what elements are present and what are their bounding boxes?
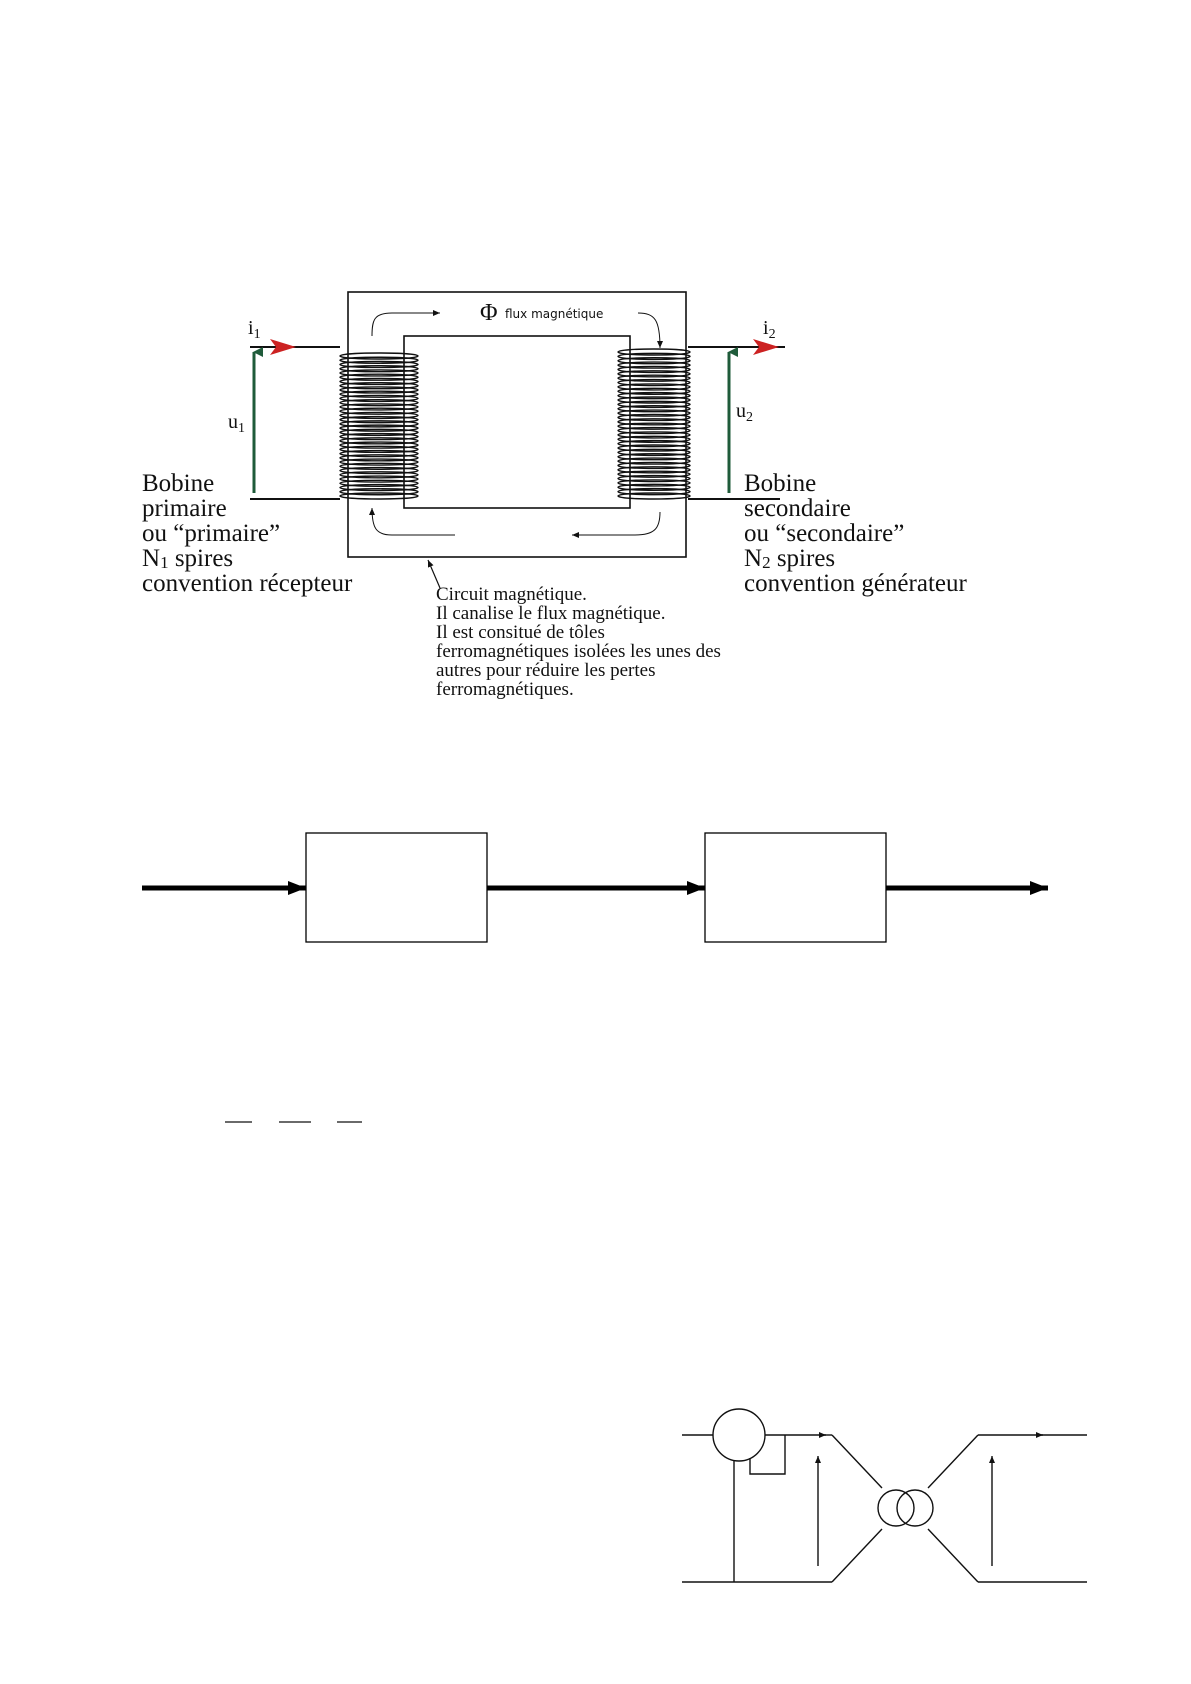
primary-line-3: ou “primaire” bbox=[142, 520, 281, 547]
schem-diag-tr bbox=[928, 1435, 978, 1488]
core-note-line-2: Il canalise le flux magnétique. bbox=[436, 603, 666, 624]
block-1 bbox=[306, 833, 487, 942]
primary-line-4: N1 spires bbox=[142, 545, 234, 572]
u2-label: $u_2$ bbox=[736, 400, 753, 425]
core-note-line-3: Il est consitué de tôles bbox=[436, 622, 605, 643]
secondary-caption bbox=[744, 470, 967, 597]
schem-diag-bl bbox=[832, 1529, 882, 1582]
secondary-line-2: secondaire bbox=[744, 495, 851, 522]
primary-line-5: convention récepteur bbox=[142, 570, 353, 597]
schem-diag-tl bbox=[832, 1435, 882, 1488]
core-note bbox=[436, 584, 721, 700]
i2-label: $i_2$ bbox=[763, 317, 776, 342]
i1-label: $i_1$ bbox=[248, 317, 261, 342]
flux-arrow-bottom-left bbox=[372, 508, 455, 535]
magnetic-core-window bbox=[404, 336, 630, 508]
primary-coil-winding bbox=[340, 493, 418, 499]
transformer-symbol-coil-2 bbox=[897, 1490, 933, 1526]
u1-label: $u_1$ bbox=[228, 411, 245, 436]
ammeter-circle bbox=[713, 1409, 765, 1461]
secondary-line-5: convention générateur bbox=[744, 570, 967, 597]
transformer-symbol-coil-1 bbox=[878, 1490, 914, 1526]
primary-line-2: primaire bbox=[142, 495, 227, 522]
flux-arrow-top-right bbox=[638, 313, 660, 348]
primary-line-1: Bobine bbox=[142, 470, 215, 497]
energy-block-diagram bbox=[142, 833, 1048, 942]
secondary-line-4: N2 spires bbox=[744, 545, 836, 572]
block-2 bbox=[705, 833, 886, 942]
core-note-line-5: autres pour réduire les pertes bbox=[436, 660, 656, 681]
secondary-line-1: Bobine bbox=[744, 470, 817, 497]
primary-coil bbox=[340, 353, 418, 499]
schem-diag-br bbox=[928, 1529, 978, 1582]
core-note-line-1: Circuit magnétique. bbox=[436, 584, 587, 605]
secondary-coil bbox=[618, 349, 690, 499]
secondary-coil-winding bbox=[618, 493, 690, 499]
core-note-line-6: ferromagnétiques. bbox=[436, 679, 574, 700]
flux-arrow-top-left bbox=[372, 313, 440, 336]
transformer-schematic bbox=[682, 1409, 1087, 1582]
secondary-line-3: ou “secondaire” bbox=[744, 520, 905, 547]
transformer-figure bbox=[142, 292, 967, 700]
flux-symbol: Φ bbox=[480, 300, 498, 326]
core-note-line-4: ferromagnétiques isolées les unes des bbox=[436, 641, 721, 662]
primary-caption bbox=[142, 470, 353, 597]
flux-label: flux magnétique bbox=[505, 307, 604, 321]
flux-arrow-bottom-right bbox=[572, 512, 660, 535]
